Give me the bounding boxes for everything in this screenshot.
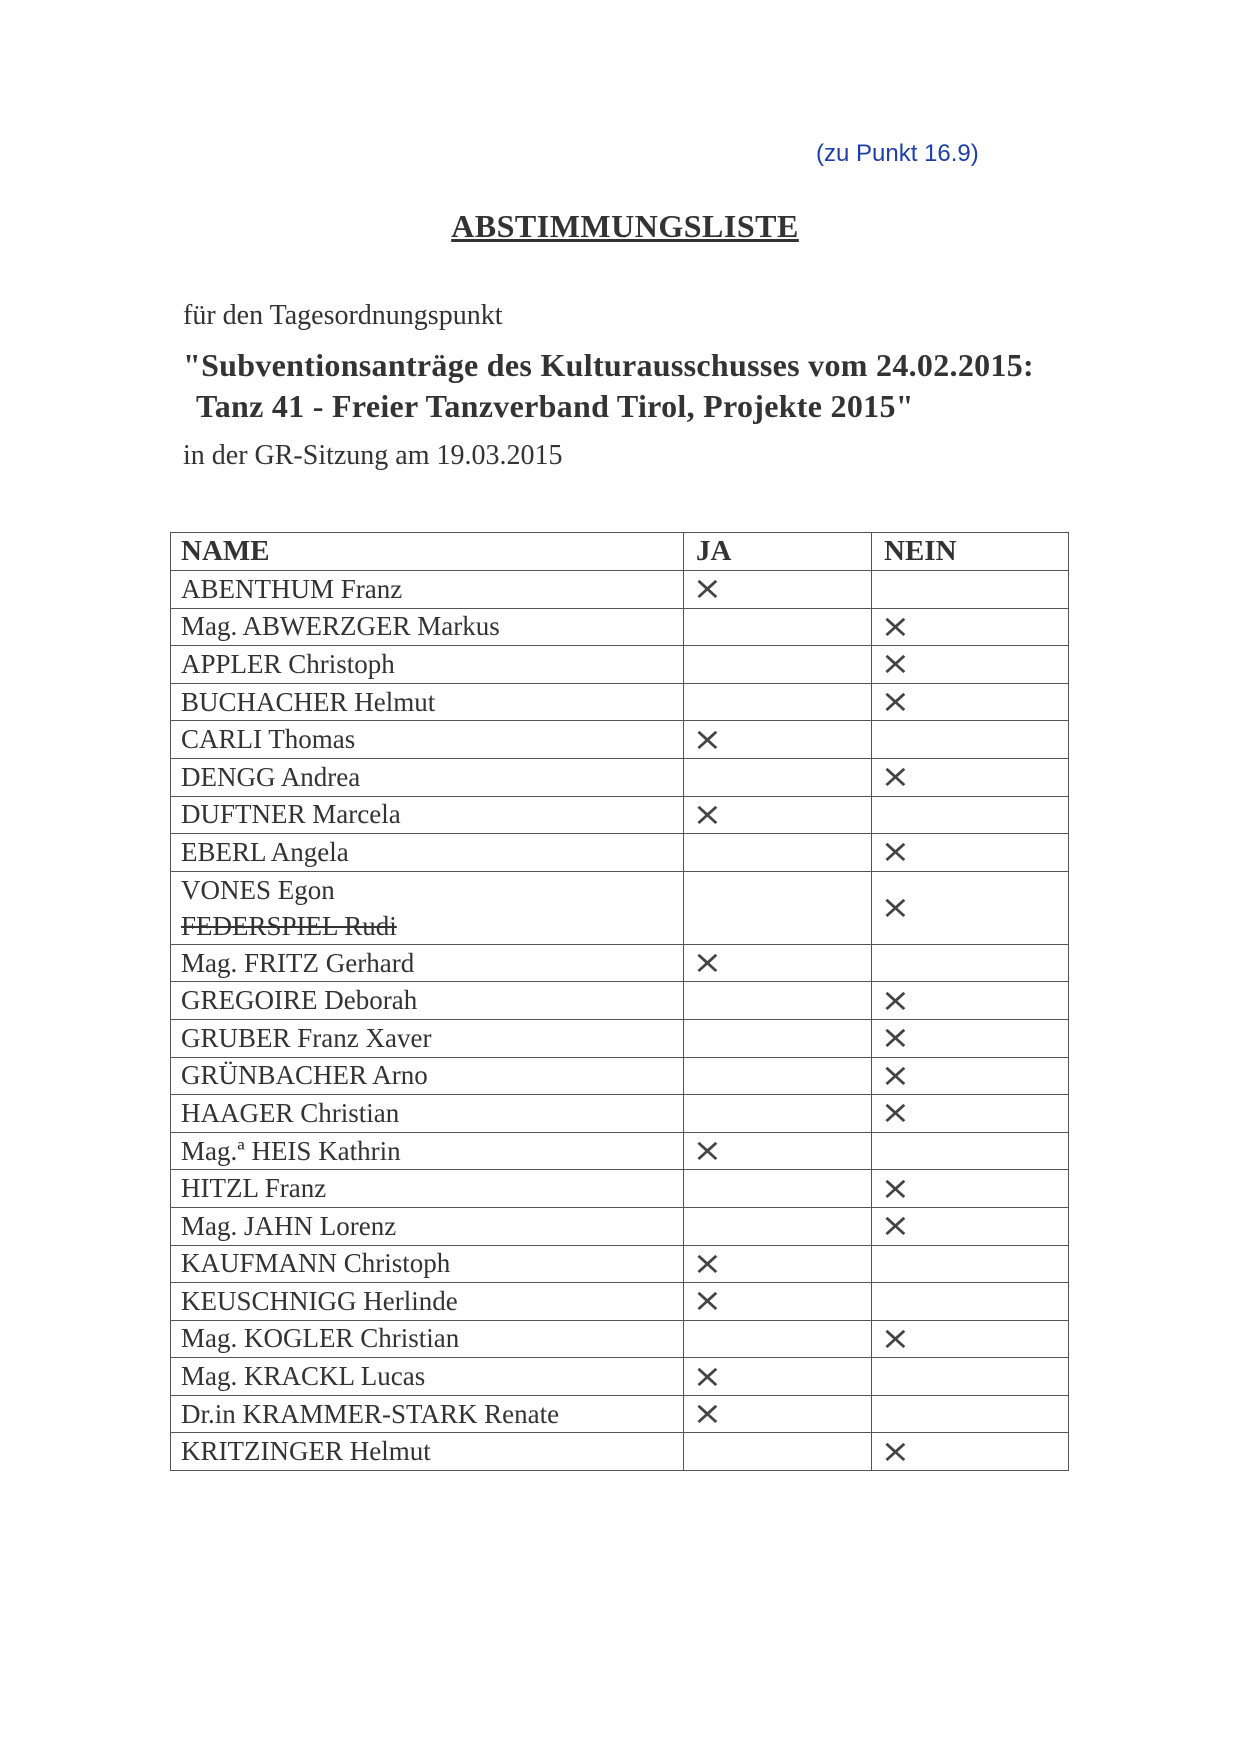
ja-vote-cell	[684, 683, 872, 721]
table-row	[171, 1170, 1069, 1208]
table-row	[171, 1320, 1069, 1358]
intro-text: für den Tagesordnungspunkt	[183, 300, 503, 331]
table-row	[171, 571, 1069, 609]
cross-mark-icon: ×	[692, 1281, 723, 1320]
cross-mark-icon: ×	[880, 1206, 911, 1245]
ja-vote-cell	[684, 834, 872, 872]
member-name-cell: KAUFMANN Christoph	[171, 1245, 684, 1283]
nein-vote-cell	[872, 758, 1069, 796]
nein-vote-cell	[872, 1433, 1069, 1471]
member-name-cell: DUFTNER Marcela	[171, 796, 684, 834]
cross-mark-icon: ×	[880, 1431, 911, 1470]
nein-vote-cell	[872, 1057, 1069, 1095]
ja-vote-cell	[684, 1132, 872, 1170]
vote-table-body	[171, 571, 1069, 1471]
cross-mark-icon: ×	[880, 1168, 911, 1207]
name-column-header: NAME	[171, 533, 684, 571]
table-row	[171, 1245, 1069, 1283]
cross-mark-icon: ×	[880, 1055, 911, 1094]
table-row	[171, 834, 1069, 872]
member-name-cell: APPLER Christoph	[171, 646, 684, 684]
ja-vote-cell	[684, 721, 872, 759]
nein-vote-cell	[872, 1395, 1069, 1433]
ja-vote-cell	[684, 871, 872, 944]
ja-vote-cell	[684, 1358, 872, 1396]
nein-vote-cell	[872, 1245, 1069, 1283]
member-name-cell: KEUSCHNIGG Herlinde	[171, 1283, 684, 1321]
nein-vote-cell	[872, 1320, 1069, 1358]
member-name: VONES Egon	[181, 874, 335, 905]
table-row	[171, 871, 1069, 944]
member-name-cell: GREGOIRE Deborah	[171, 982, 684, 1020]
cross-mark-icon: ×	[692, 1131, 723, 1170]
vote-table	[170, 532, 1069, 1471]
nein-vote-cell	[872, 1095, 1069, 1133]
nein-vote-cell	[872, 871, 1069, 944]
cross-mark-icon: ×	[692, 1394, 723, 1433]
vote-table-header	[171, 533, 1069, 571]
session-info: in der GR-Sitzung am 19.03.2015	[183, 440, 563, 471]
member-name-cell: GRUBER Franz Xaver	[171, 1019, 684, 1057]
ja-vote-cell	[684, 608, 872, 646]
ja-vote-cell	[684, 982, 872, 1020]
member-name-cell: Mag. KRACKL Lucas	[171, 1358, 684, 1396]
table-row	[171, 721, 1069, 759]
cross-mark-icon: ×	[880, 1093, 911, 1132]
ja-vote-cell	[684, 571, 872, 609]
ja-vote-cell	[684, 796, 872, 834]
table-row	[171, 1433, 1069, 1471]
struck-member-name: FEDERSPIEL Rudi	[181, 910, 397, 941]
table-row	[171, 608, 1069, 646]
ja-vote-cell	[684, 1095, 872, 1133]
table-row	[171, 1283, 1069, 1321]
table-row	[171, 1057, 1069, 1095]
cross-mark-icon: ×	[880, 832, 911, 871]
nein-vote-cell	[872, 1207, 1069, 1245]
cross-mark-icon: ×	[692, 794, 723, 833]
nein-vote-cell	[872, 646, 1069, 684]
table-row	[171, 1019, 1069, 1057]
nein-vote-cell	[872, 721, 1069, 759]
member-name-cell: GRÜNBACHER Arno	[171, 1057, 684, 1095]
nein-vote-cell	[872, 1170, 1069, 1208]
ja-vote-cell	[684, 1283, 872, 1321]
member-name-cell: KRITZINGER Helmut	[171, 1433, 684, 1471]
member-name-cell: Mag.ª HEIS Kathrin	[171, 1132, 684, 1170]
table-row	[171, 1395, 1069, 1433]
table-row	[171, 758, 1069, 796]
subject-line-1: "Subventionsanträge des Kulturausschusses vom 24.02.2015:	[183, 347, 1034, 383]
table-row	[171, 1132, 1069, 1170]
nein-vote-cell	[872, 1132, 1069, 1170]
cross-mark-icon: ×	[880, 1018, 911, 1057]
document-title: ABSTIMMUNGSLISTE	[451, 208, 799, 244]
table-row	[171, 1207, 1069, 1245]
nein-vote-cell	[872, 796, 1069, 834]
table-row	[171, 1358, 1069, 1396]
ja-vote-cell	[684, 758, 872, 796]
cross-mark-icon: ×	[880, 980, 911, 1019]
member-name-cell: CARLI Thomas	[171, 721, 684, 759]
subject-line-2: Tanz 41 - Freier Tanzverband Tirol, Projekte 2015"	[196, 388, 914, 424]
nein-column-header: NEIN	[872, 533, 1069, 571]
member-name-cell: Mag. KOGLER Christian	[171, 1320, 684, 1358]
nein-vote-cell	[872, 571, 1069, 609]
ja-vote-cell	[684, 1057, 872, 1095]
nein-vote-cell	[872, 982, 1069, 1020]
cross-mark-icon: ×	[880, 606, 911, 645]
member-name-cell: Mag. FRITZ Gerhard	[171, 944, 684, 982]
ja-vote-cell	[684, 1019, 872, 1057]
agenda-subject	[183, 345, 1034, 427]
table-row	[171, 646, 1069, 684]
nein-vote-cell	[872, 683, 1069, 721]
nein-vote-cell	[872, 944, 1069, 982]
agenda-reference: (zu Punkt 16.9)	[816, 140, 979, 167]
cross-mark-icon: ×	[692, 569, 723, 608]
cross-mark-icon: ×	[880, 1318, 911, 1357]
table-row	[171, 982, 1069, 1020]
cross-mark-icon: ×	[692, 1243, 723, 1282]
table-row	[171, 796, 1069, 834]
ja-vote-cell	[684, 1320, 872, 1358]
member-name-cell: Dr.in KRAMMER-STARK Renate	[171, 1395, 684, 1433]
ja-vote-cell	[684, 944, 872, 982]
member-name-cell: HITZL Franz	[171, 1170, 684, 1208]
ja-vote-cell	[684, 1433, 872, 1471]
ja-vote-cell	[684, 1207, 872, 1245]
member-name-cell: Mag. JAHN Lorenz	[171, 1207, 684, 1245]
cross-mark-icon: ×	[880, 887, 911, 926]
nein-vote-cell	[872, 834, 1069, 872]
member-name-cell: HAAGER Christian	[171, 1095, 684, 1133]
cross-mark-icon: ×	[692, 719, 723, 758]
nein-vote-cell	[872, 608, 1069, 646]
ja-vote-cell	[684, 1170, 872, 1208]
member-name-cell: ABENTHUM Franz	[171, 571, 684, 609]
table-row	[171, 1095, 1069, 1133]
cross-mark-icon: ×	[692, 943, 723, 982]
nein-vote-cell	[872, 1358, 1069, 1396]
ja-vote-cell	[684, 646, 872, 684]
table-row	[171, 944, 1069, 982]
member-name-cell	[171, 871, 684, 944]
cross-mark-icon: ×	[880, 682, 911, 721]
cross-mark-icon: ×	[880, 757, 911, 796]
nein-vote-cell	[872, 1019, 1069, 1057]
ja-vote-cell	[684, 1245, 872, 1283]
ja-column-header: JA	[684, 533, 872, 571]
cross-mark-icon: ×	[692, 1356, 723, 1395]
cross-mark-icon: ×	[880, 644, 911, 683]
table-row	[171, 683, 1069, 721]
nein-vote-cell	[872, 1283, 1069, 1321]
member-name-cell: Mag. ABWERZGER Markus	[171, 608, 684, 646]
member-name-cell: BUCHACHER Helmut	[171, 683, 684, 721]
member-name-cell: DENGG Andrea	[171, 758, 684, 796]
member-name-cell: EBERL Angela	[171, 834, 684, 872]
ja-vote-cell	[684, 1395, 872, 1433]
